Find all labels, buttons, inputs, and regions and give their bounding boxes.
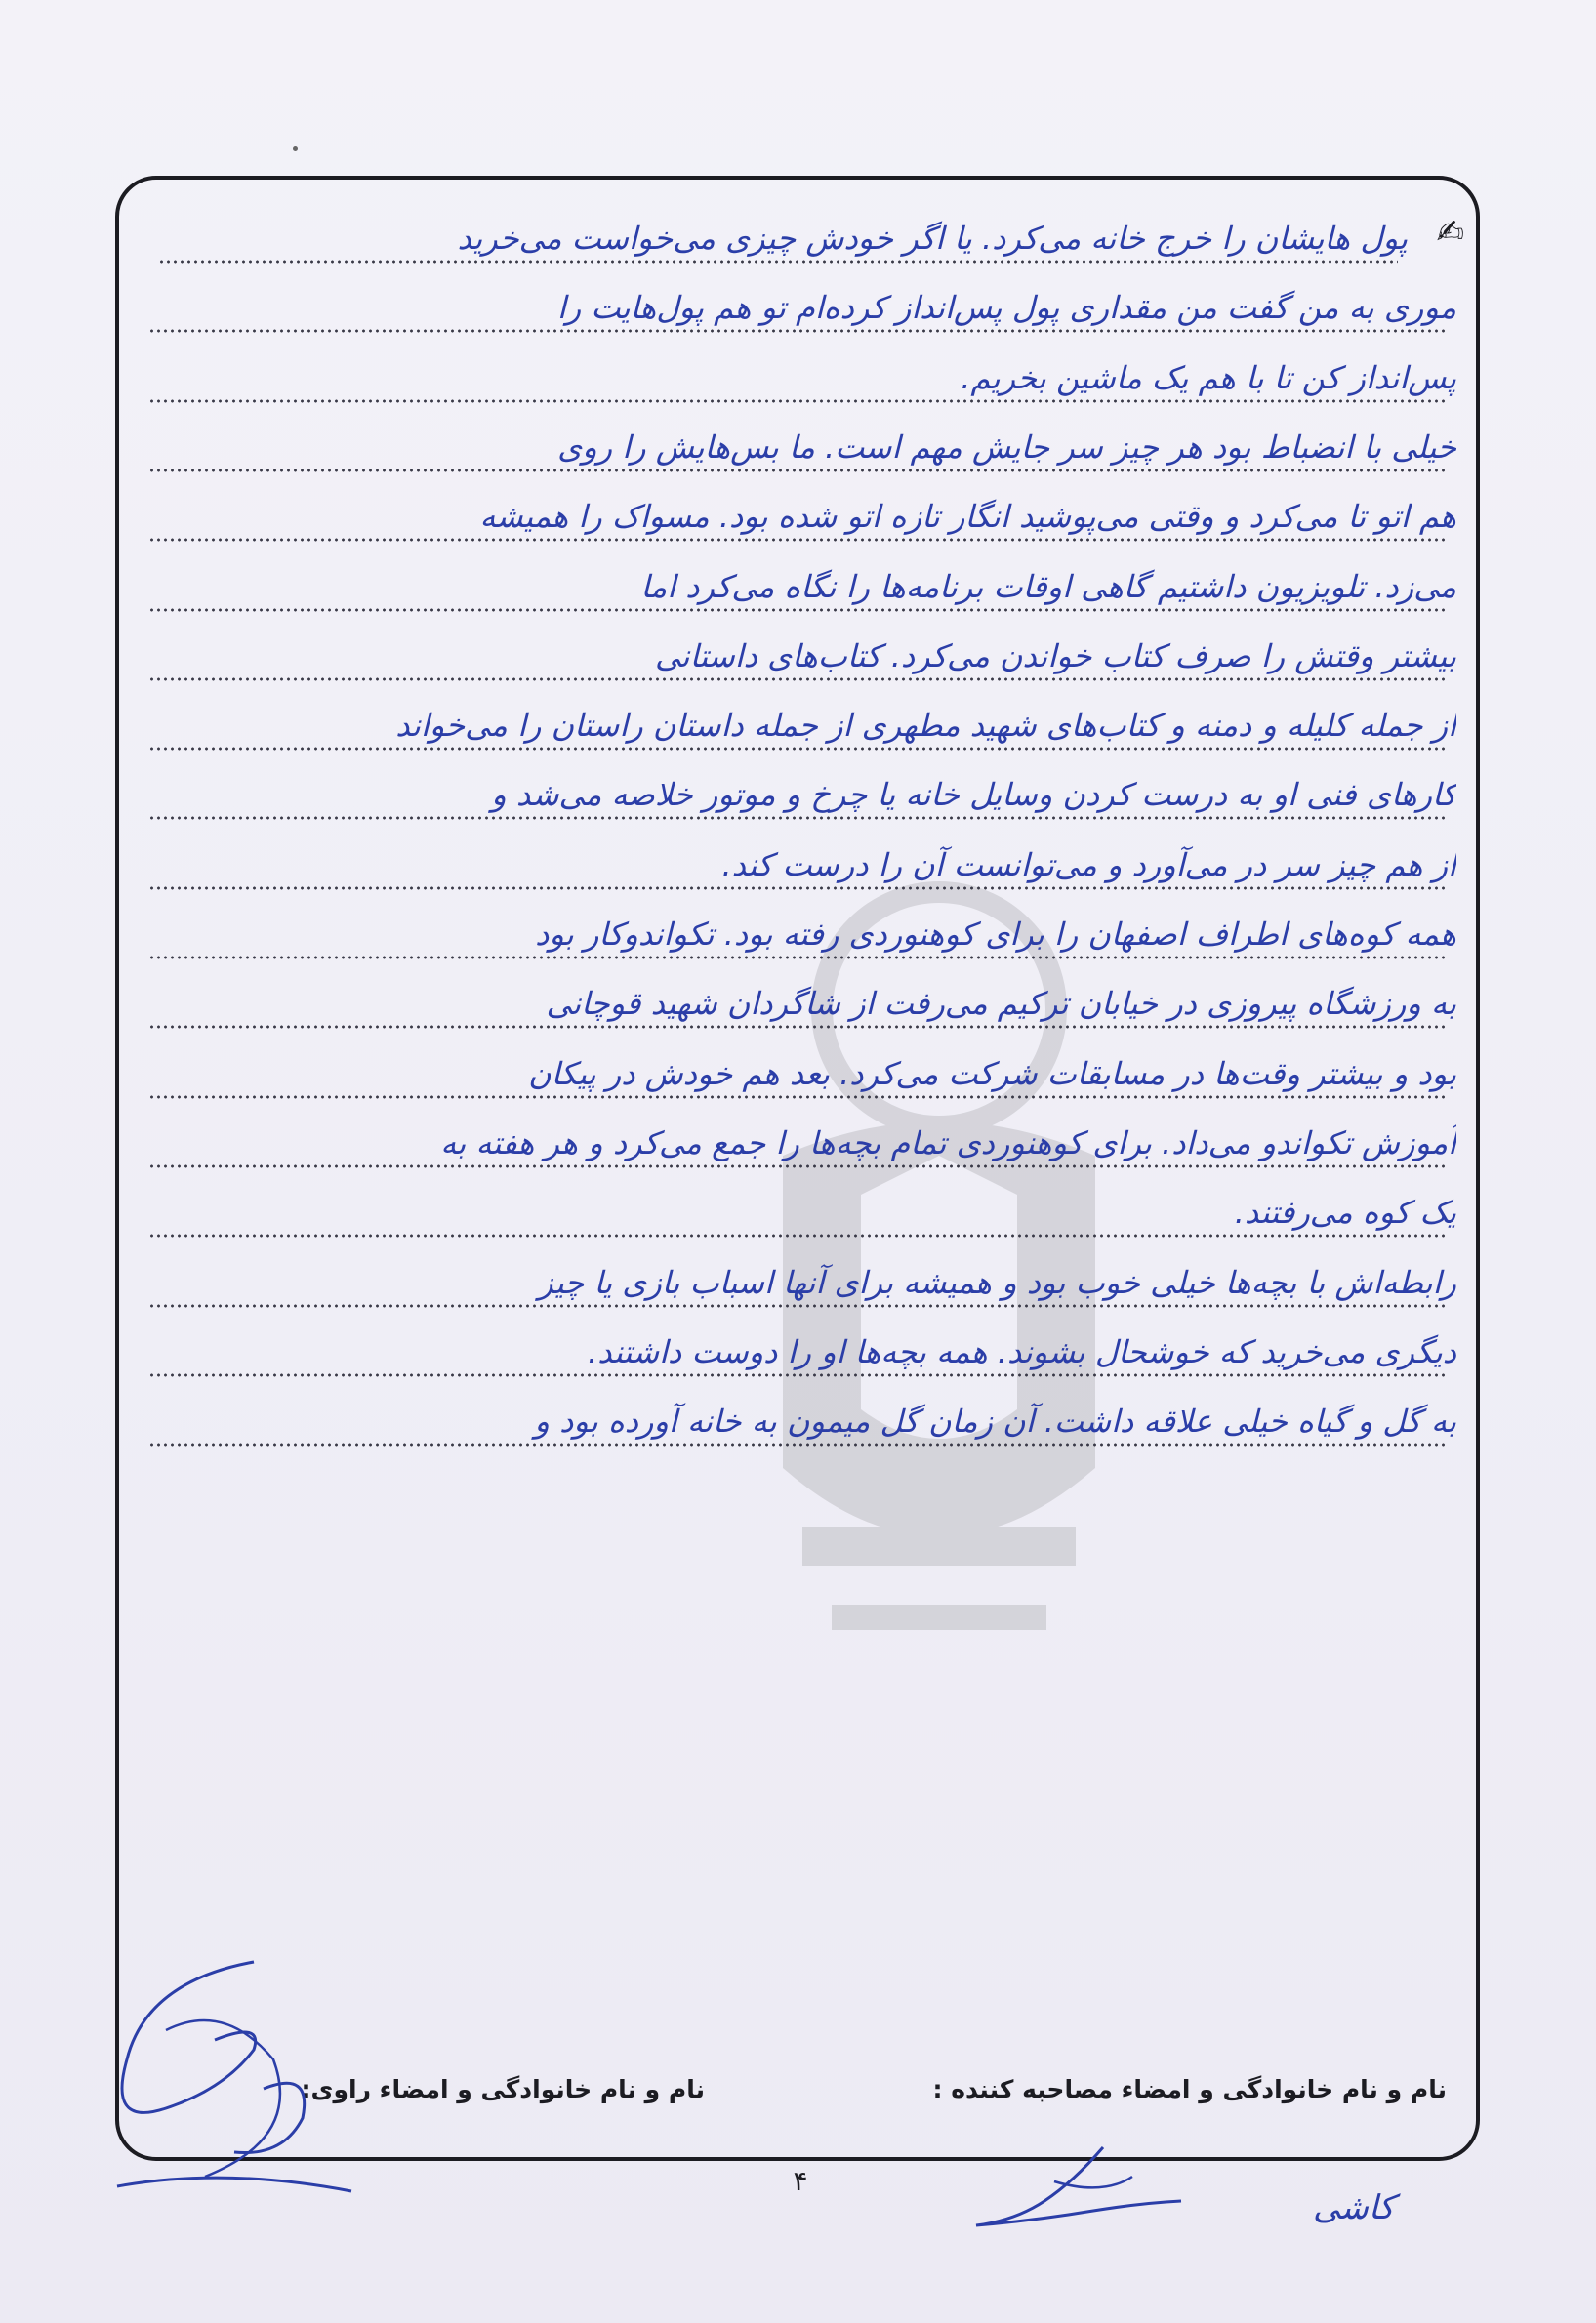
- handwritten-line: از هم چیز سر در می‌آورد و می‌توانست آن را درست کند.: [721, 846, 1456, 883]
- handwritten-line: پس‌انداز کن تا با هم یک ماشین بخریم.: [961, 359, 1456, 396]
- handwritten-line: به ورزشگاه پیروزی در خیابان ترکیم می‌رفت از شاگردان شهید قوچانی: [546, 985, 1456, 1022]
- page-number: ۴: [793, 2165, 808, 2197]
- interviewer-signature: [957, 2142, 1191, 2250]
- handwritten-line: کارهای فنی او به درست کردن وسایل خانه یا چرخ و موتور خلاصه می‌شد و: [491, 776, 1456, 813]
- handwritten-line: رابطه‌اش با بچه‌ها خیلی خوب بود و همیشه برای آنها اسباب بازی یا چیز: [538, 1264, 1456, 1301]
- handwritten-signature-name: کاشی: [1313, 2188, 1395, 2227]
- interviewer-signature-label: نام و نام خانوادگی و امضاء مصاحبه کننده :: [932, 2075, 1447, 2103]
- ink-speck: [293, 146, 298, 151]
- handwritten-line: به گل و گیاه خیلی علاقه داشت. آن زمان گل میمون به خانه آورده بود و: [534, 1403, 1456, 1440]
- handwritten-line: پول هایشان را خرج خانه می‌کرد. یا اگر خودش چیزی می‌خواست می‌خرید: [457, 220, 1408, 257]
- handwritten-line: موری به من گفت من مقداری پول پس‌انداز کرده‌ام تو هم پول‌هایت را: [556, 289, 1456, 326]
- handwritten-line: همه کوه‌های اطراف اصفهان را برای کوهنوردی رفته بود. تکواندوکار بود: [535, 916, 1456, 953]
- handwritten-line: بود و بیشتر وقت‌ها در مسابقات شرکت می‌کرد. بعد هم خودش در پیکان: [528, 1055, 1456, 1092]
- handwritten-line: خیلی با انضباط بود هر چیز سر جایش مهم است. ما بس‌هایش را روی: [557, 428, 1456, 466]
- handwritten-line: دیگری می‌خرید که خوشحال بشوند. همه بچه‌ها او را دوست داشتند.: [588, 1333, 1456, 1370]
- narrator-signature-label: نام و نام خانوادگی و امضاء راوی:: [301, 2075, 705, 2103]
- handwritten-line: هم اتو تا می‌کرد و وقتی می‌پوشید انگار تازه اتو شده بود. مسواک را همیشه: [479, 498, 1456, 535]
- handwritten-line: یک کوه می‌رفتند.: [1234, 1194, 1456, 1231]
- handwritten-line: از جمله کلیله و دمنه و کتاب‌های شهید مطهری از جمله داستان راستان را می‌خواند: [395, 707, 1456, 744]
- page-frame: [115, 176, 1480, 2161]
- handwritten-line: آموزش تکواندو می‌داد. برای کوهنوردی تمام بچه‌ها را جمع می‌کرد و هر هفته به: [440, 1124, 1456, 1162]
- handwritten-line: می‌زد. تلویزیون داشتیم گاهی اوقات برنامه‌ها را نگاه می‌کرد اما: [640, 568, 1456, 605]
- narrator-signature: [107, 1942, 361, 2235]
- handwritten-line: بیشتر وقتش را صرف کتاب خواندن می‌کرد. کتاب‌های داستانی: [654, 637, 1456, 674]
- pen-icon: ✍: [1436, 213, 1464, 252]
